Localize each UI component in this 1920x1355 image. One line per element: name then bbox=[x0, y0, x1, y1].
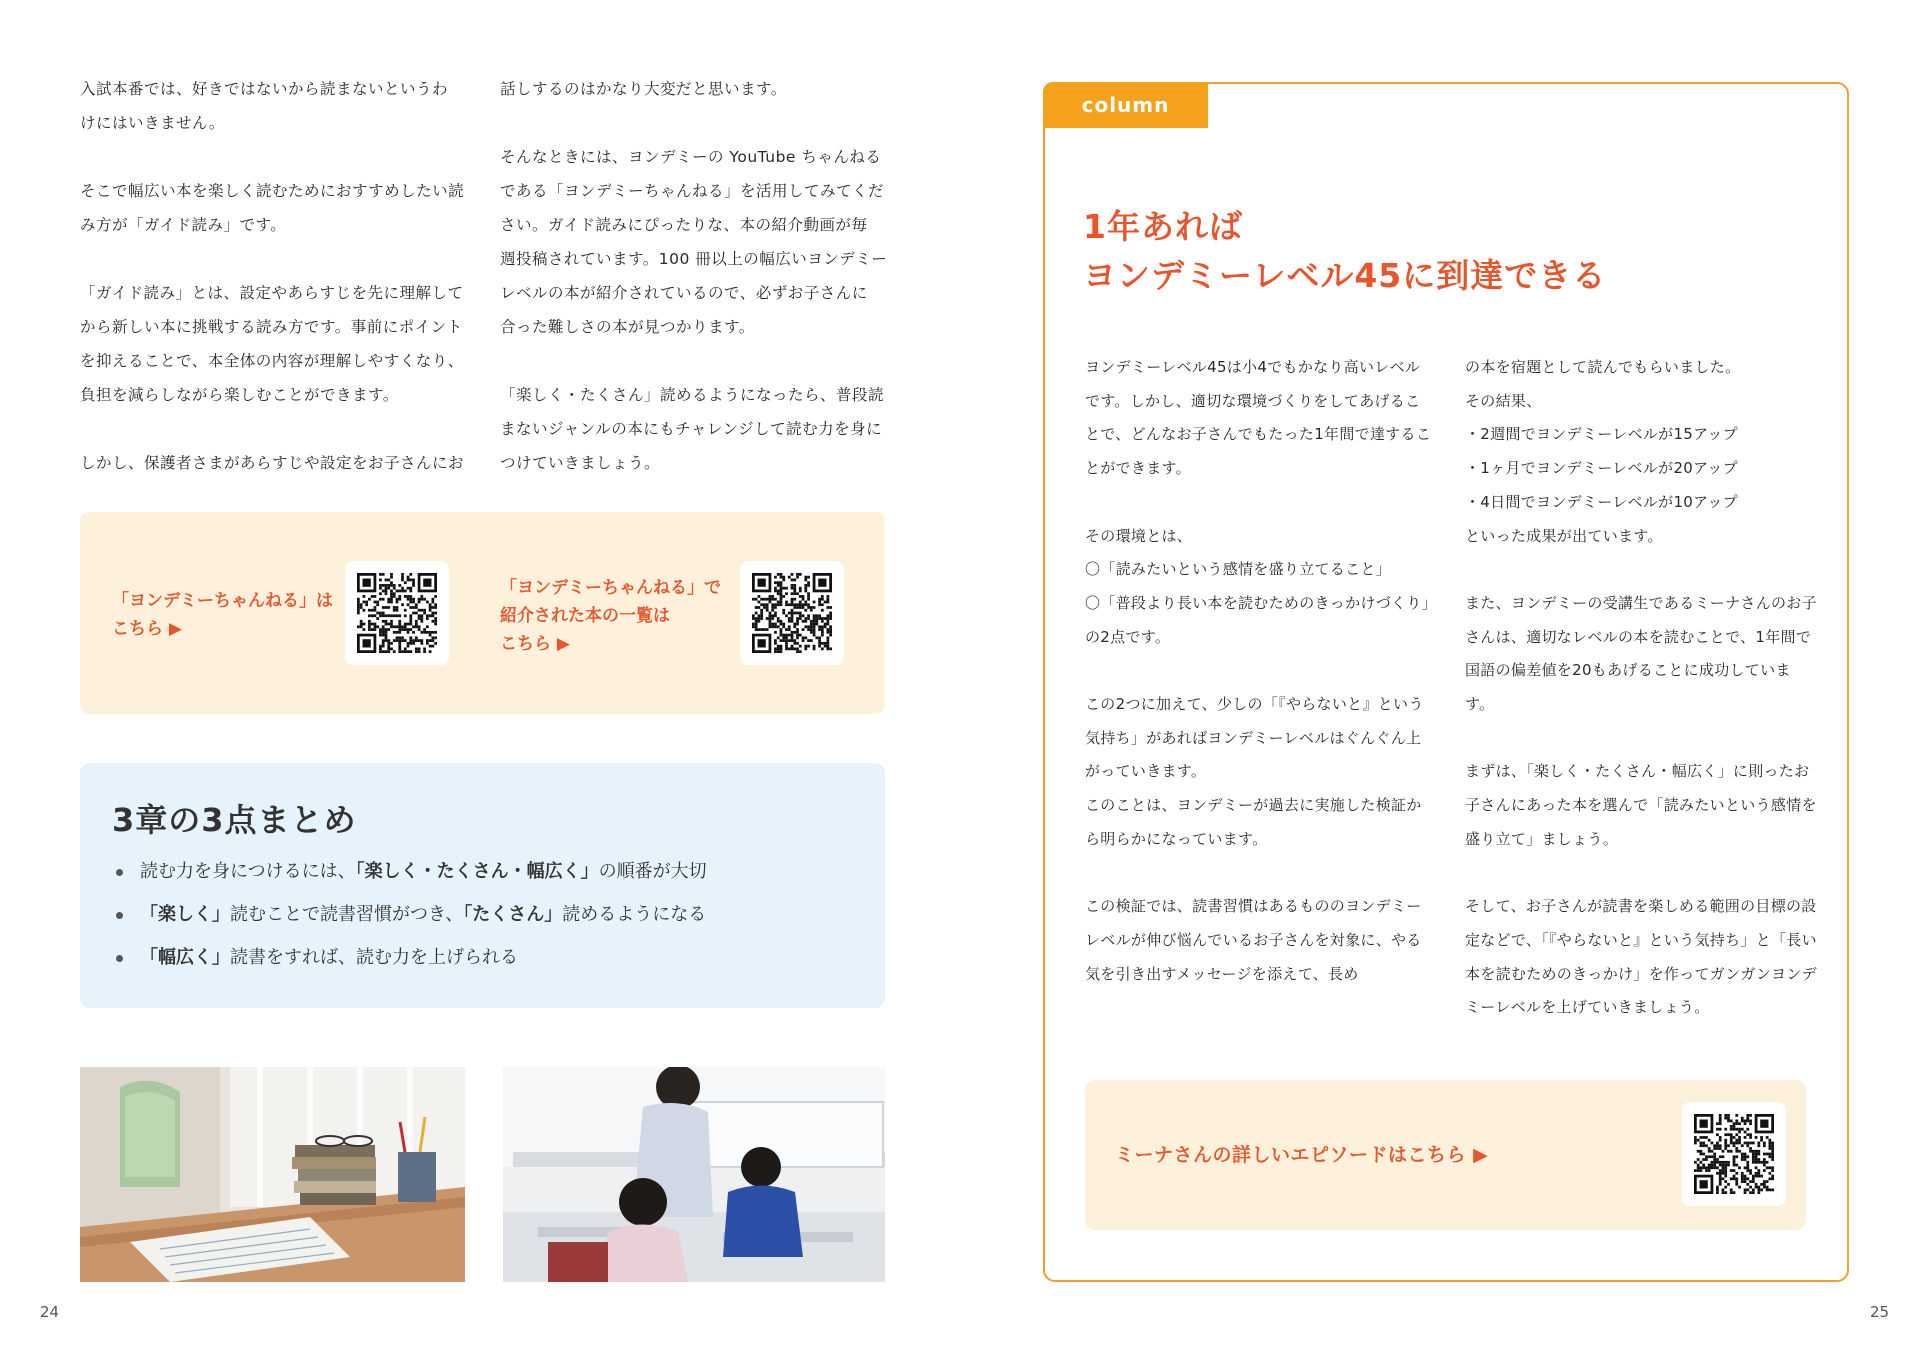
episode-qr-code[interactable] bbox=[1682, 1102, 1786, 1206]
left-column-1 bbox=[80, 72, 475, 480]
paragraph: そこで幅広い本を楽しく読むためにおすすめしたい読 み方が「ガイド読み」です。 bbox=[80, 182, 465, 234]
result-item: ・4日間でヨンデミーレベルが10アップ bbox=[1465, 492, 1738, 511]
column-tab: column bbox=[1043, 82, 1208, 128]
paragraph: ヨンデミーレベル45は小4でもかなり高いレベルです。しかし、適切な環境づくりをしてあげることで、どんなお子さんでもたった1年間で達することができます。 bbox=[1085, 358, 1432, 478]
book-list-link[interactable]: 「ヨンデミーちゃんねる」で 紹介された本の一覧は こちら ▶ bbox=[500, 578, 721, 654]
page-number-left: 24 bbox=[40, 1303, 60, 1321]
paragraph: 「楽しく・たくさん」読めるようになったら、普段読 まないジャンルの本にもチャレンジして読む力を身に つけていきましょう。 bbox=[500, 386, 885, 472]
paragraph: の本を宿題として読んでもらいました。 bbox=[1465, 358, 1741, 376]
summary-title: 3章の3点まとめ bbox=[112, 801, 357, 839]
paragraph: の2点です。 bbox=[1085, 627, 1171, 646]
chapter-summary-box bbox=[80, 763, 885, 1008]
book-list-qr-code[interactable] bbox=[740, 561, 844, 665]
episode-link-panel bbox=[1085, 1080, 1806, 1230]
paragraph: その環境とは、 bbox=[1085, 526, 1193, 545]
paragraph: このことは、ヨンデミーが過去に実施した検証から明らかになっています。 bbox=[1085, 796, 1422, 848]
paragraph: また、ヨンデミーの受講生であるミーナさんのお子さんは、適切なレベルの本を読むことで、1年間で国語の偏差値を20もあげることに成功しています。 bbox=[1465, 593, 1817, 714]
paragraph: 入試本番では、好きではないから読まないというわ けにはいきません。 bbox=[80, 80, 449, 132]
youtube-channel-link[interactable]: 「ヨンデミーちゃんねる」は こちら ▶ bbox=[112, 591, 333, 639]
left-column-2 bbox=[500, 72, 895, 480]
paragraph: そして、お子さんが読書を楽しめる範囲の目標の設定などで、「『やらないと』という気持ち」と「長い本を読むためのきっかけ」を作ってガンガンヨンデミーレベルを上げていきましょう。 bbox=[1465, 897, 1817, 1017]
page-number-right: 25 bbox=[1870, 1303, 1890, 1321]
paragraph: 話しするのはかなり大変だと思います。 bbox=[500, 80, 787, 98]
youtube-channel-qr-code[interactable] bbox=[345, 561, 449, 665]
result-item: ・2週間でヨンデミーレベルが15アップ bbox=[1465, 425, 1738, 444]
paragraph: 「ガイド読み」とは、設定やあらすじを先に理解して から新しい本に挑戦する読み方です。事前にポイント を抑えることで、本全体の内容が理解しやすくなり、 負担を減らしながら楽しむことができます。 bbox=[80, 284, 464, 404]
paragraph: まずは、「楽しく・たくさん・幅広く」に則ったお子さんにあった本を選んで「読みたいという感情を盛り立て」ましょう。 bbox=[1465, 762, 1817, 848]
column-title: 1年あれば ヨンデミーレベル45に到達できる bbox=[1083, 207, 1607, 295]
paragraph: その結果、 bbox=[1465, 391, 1542, 410]
paragraph: といった成果が出ています。 bbox=[1465, 526, 1663, 545]
result-item: ・1ヶ月でヨンデミーレベルが20アップ bbox=[1465, 459, 1738, 478]
paragraph: しかし、保護者さまがあらすじや設定をお子さんにお bbox=[80, 454, 465, 472]
qr-link-panel bbox=[80, 512, 885, 714]
classroom-photo bbox=[503, 1067, 885, 1282]
summary-item: 「幅広く」読書をすれば、読む力を上げられる bbox=[112, 946, 707, 970]
paragraph: この2つに加えて、少しの「『やらないと』という気持ち」があればヨンデミーレベルはぐんぐん上がっていきます。 bbox=[1085, 695, 1424, 781]
column-text-1 bbox=[1085, 351, 1435, 991]
summary-item: 読む力を身につけるには、「楽しく・たくさん・幅広く」の順番が大切 bbox=[112, 860, 707, 884]
desk-photo bbox=[80, 1067, 465, 1282]
paragraph: この検証では、読書習慣はあるもののヨンデミーレベルが伸び悩んでいるお子さんを対象に、やる気を引き出すメッセージを添えて、長め bbox=[1085, 897, 1422, 983]
episode-link[interactable]: ミーナさんの詳しいエピソードはこちら ▶ bbox=[1115, 1144, 1489, 1166]
paragraph: そんなときには、ヨンデミーの YouTube ちゃんねる である「ヨンデミーちゃんねる」を活用してみてくだ さい。ガイド読みにぴったりな、本の紹介動画が毎 週投稿されています。100 冊以上の幅広いヨンデミー レベルの本が紹介されているので、必ずお子さんに 合った難しさの本が見つかります。 bbox=[500, 148, 888, 336]
summary-item: 「楽しく」読むことで読書習慣がつき、「たくさん」読めるようになる bbox=[112, 903, 707, 927]
checklist-item: 〇「読みたいという感情を盛り立てること」 bbox=[1085, 560, 1392, 579]
checklist-item: 〇「普段より長い本を読むためのきっかけづくり」 bbox=[1085, 593, 1437, 612]
summary-list bbox=[112, 860, 707, 989]
column-text-2 bbox=[1465, 351, 1820, 1025]
